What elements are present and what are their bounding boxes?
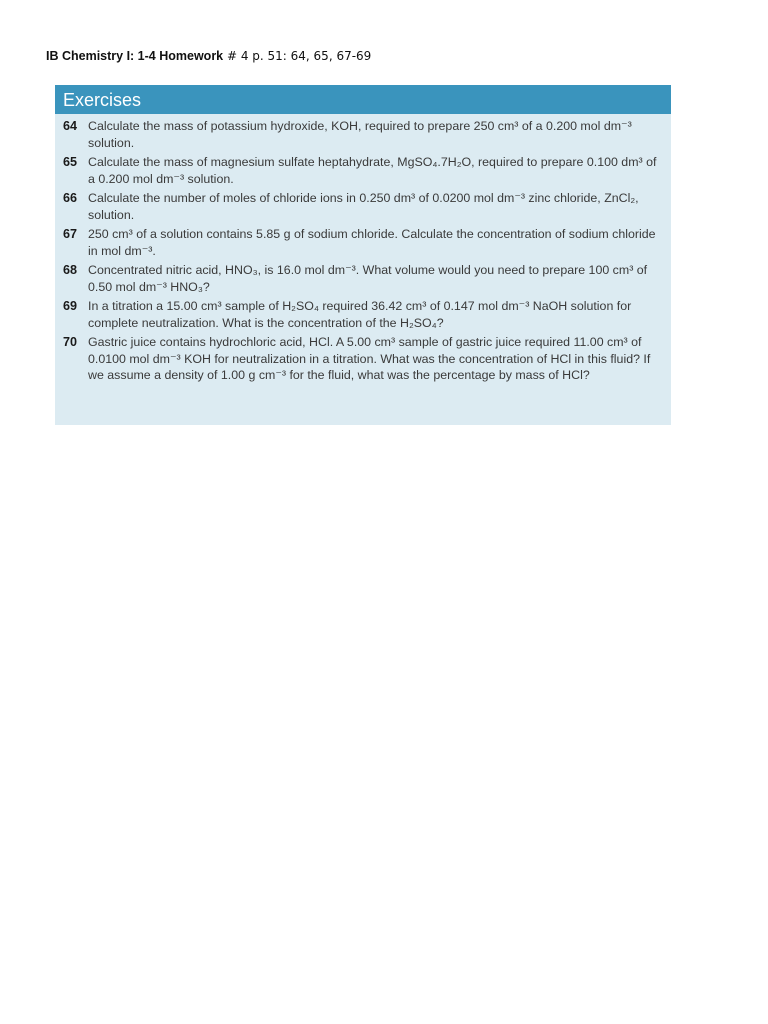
exercises-heading: Exercises	[55, 85, 671, 114]
exercise-number: 65	[63, 155, 78, 169]
exercise-number: 68	[63, 263, 78, 277]
exercise-item	[55, 334, 671, 384]
exercise-number: 69	[63, 299, 78, 313]
exercise-text: Concentrated nitric acid, HNO₃, is 16.0 mol dm⁻³. What volume would you need to prepare 100 cm³ of 0.50 mol dm⁻³ HNO₃?	[88, 263, 648, 294]
exercise-item	[55, 298, 671, 331]
exercise-number: 70	[63, 335, 78, 349]
exercises-panel	[55, 85, 671, 425]
homework-title	[46, 49, 371, 63]
exercise-text: Gastric juice contains hydrochloric acid, HCl. A 5.00 cm³ sample of gastric juice required 11.00 cm³ of 0.0100 mol dm⁻³ KOH for neutralization in a titration. What was the concentration of HCl in this fluid? If we assume a density of 1.00 g cm⁻³ for the fluid, what was the percentage by mass of HCl?	[88, 335, 651, 382]
exercise-list	[55, 114, 671, 384]
exercise-item	[55, 118, 671, 151]
exercise-number: 64	[63, 119, 78, 133]
exercise-text: Calculate the mass of magnesium sulfate heptahydrate, MgSO₄.7H₂O, required to prepare 0.100 dm³ of a 0.200 mol dm⁻³ solution.	[88, 155, 657, 186]
exercise-item	[55, 226, 671, 259]
exercise-item	[55, 262, 671, 295]
exercise-text: In a titration a 15.00 cm³ sample of H₂SO₄ required 36.42 cm³ of 0.147 mol dm⁻³ NaOH solution for complete neutralization. What is the concentration of the H₂SO₄?	[88, 299, 632, 330]
exercise-text: Calculate the number of moles of chloride ions in 0.250 dm³ of 0.0200 mol dm⁻³ zinc chloride, ZnCl₂, solution.	[88, 191, 639, 222]
exercise-item	[55, 190, 671, 223]
exercise-text: 250 cm³ of a solution contains 5.85 g of sodium chloride. Calculate the concentration of sodium chloride in mol dm⁻³.	[88, 227, 656, 258]
homework-title-course: IB Chemistry I: 1-4 Homework	[46, 49, 224, 63]
exercise-number: 66	[63, 191, 78, 205]
exercise-text: Calculate the mass of potassium hydroxide, KOH, required to prepare 250 cm³ of a 0.200 mol dm⁻³ solution.	[88, 119, 632, 150]
exercise-item	[55, 154, 671, 187]
exercise-number: 67	[63, 227, 78, 241]
homework-title-pages: # 4 p. 51: 64, 65, 67-69	[223, 49, 372, 63]
